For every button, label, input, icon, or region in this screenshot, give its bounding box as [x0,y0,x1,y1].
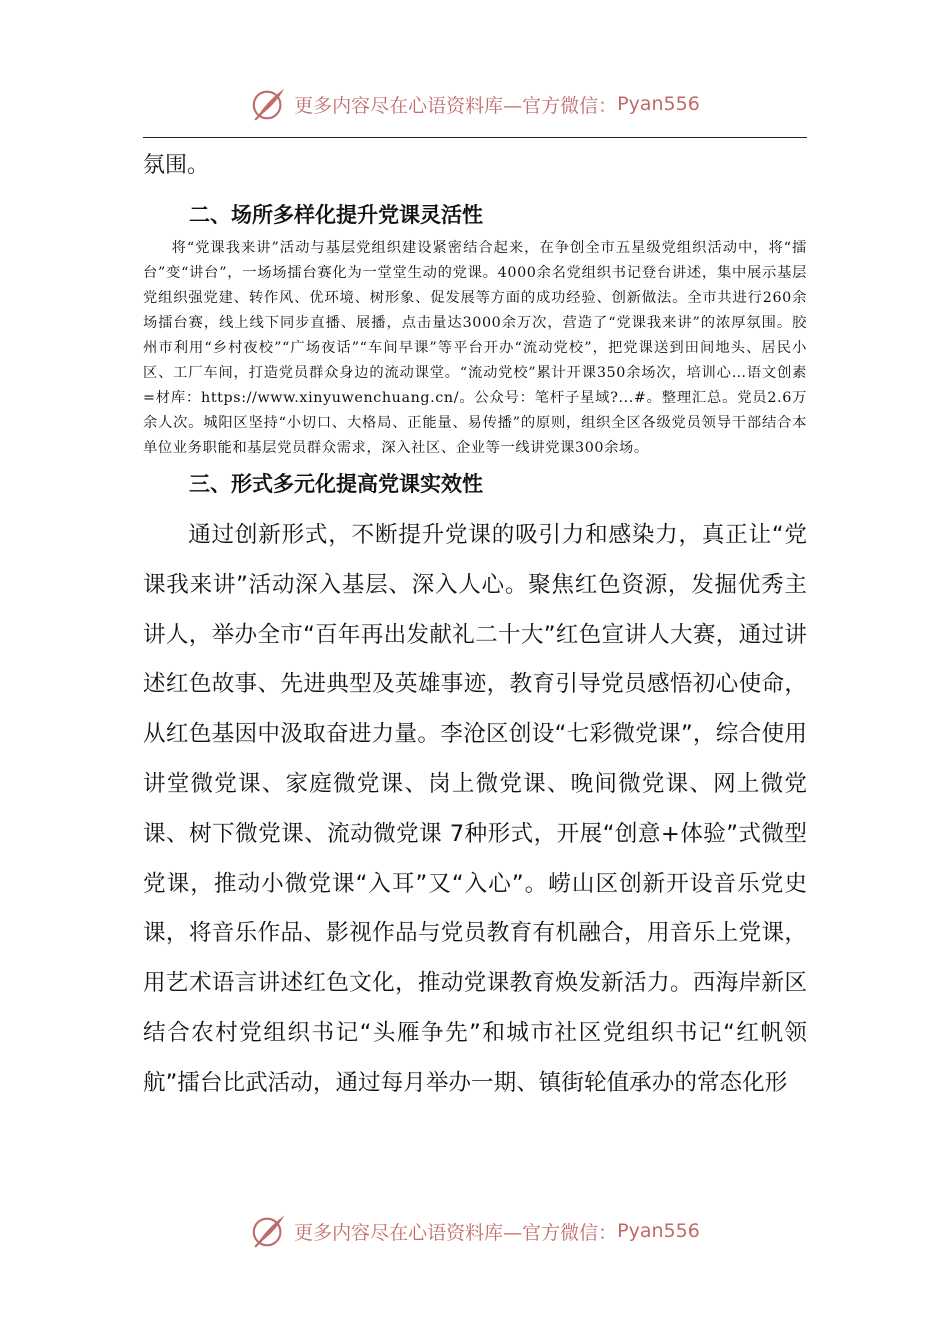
section-3-body: 通过创新形式，不断提升党课的吸引力和感染力，真正让“党课我来讲”活动深入基层、深入人心。聚焦红色资源，发掘优秀主讲人，举办全市“百年再出发献礼二十大”红色宣讲人大赛，通过讲述红色故事、先进典型及英雄事迹，教育引导党员感悟初心使命，从红色基因中汲取奋进力量。李沧区创设“七彩微党课”，综合使用讲堂微党课、家庭微党课、岗上微党课、晚间微党课、网上微党课、树下微党课、流动微党课 7种形式，开展“创意+体验”式微型党课，推动小微党课“入耳”又“入心”。崂山区创新开设音乐党史课，将音乐作品、影视作品与党员教育有机融合，用音乐上党课，用艺术语言讲述红色文化，推动党课教育焕发新活力。西海岸新区结合农村党组织书记“头雁争先”和城市社区党组织书记“红帆领航”擂台比武活动，通过每月举办一期、镇街轮值承办的常态化形 [143,522,807,1096]
watermark-wechat-id: Pyan556 [617,93,700,115]
quill-logo-icon [250,1212,288,1250]
header-divider [143,137,807,138]
document-body [143,146,807,1109]
watermark-text: 更多内容尽在心语资料库—官方微信： [294,94,618,117]
watermark-wechat-id: Pyan556 [617,1220,700,1242]
quill-logo-icon [250,85,288,123]
footer-watermark [0,1211,950,1251]
section-3-heading: 三、形式多元化提高党课实效性 [189,472,483,496]
section-2-heading: 二、场所多样化提升党课灵活性 [189,203,483,227]
continuation-text: 氛围。 [143,153,210,178]
section-2-body: 将“党课我来讲”活动与基层党组织建设紧密结合起来，在争创全市五星级党组织活动中，将“擂台”变“讲台”，一场场擂台赛化为一堂堂生动的党课。4000余名党组织书记登台讲述，集中展示基层党组织强党建、转作风、优环境、树形象、促发展等方面的成功经验、创新做法。全市共进行260余场擂台赛，线上线下同步直播、展播，点击量达3000余万次，营造了“党课我来讲”的浓厚氛围。胶州市利用“乡村夜校”“广场夜话”“车间早课”等平台开办“流动党校”，把党课送到田间地头、居民小区、工厂车间，打造党员群众身边的流动课堂。“流动党校”累计开课350余场次，培训心…语文创素=材库：https://www.xinyuwenchuang.cn/。公众号：笔杆子星域?...#。整理汇总。党员2.6万余人次。城阳区坚持“小切口、大格局、正能量、易传播”的原则，组织全区各级党员领导干部结合本单位业务职能和基层党员群众需求，深入社区、企业等一线讲党课300余场。 [143,240,807,456]
header-watermark [0,84,950,124]
watermark-text: 更多内容尽在心语资料库—官方微信： [294,1221,618,1244]
